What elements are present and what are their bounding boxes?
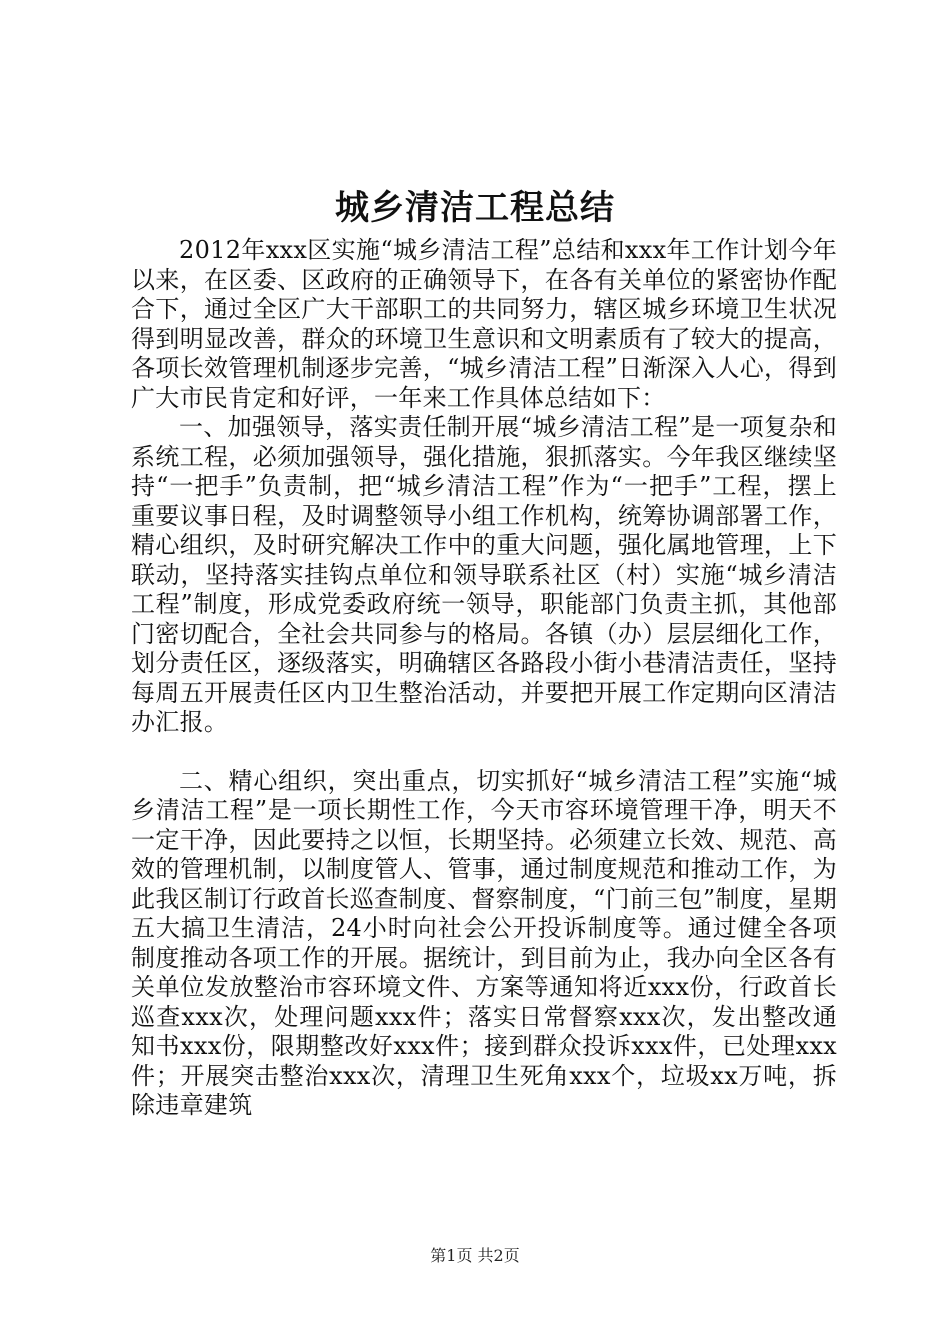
paragraph-section-one: 一、加强领导，落实责任制开展“城乡清洁工程”是一项复杂和系统工程，必须加强领导，强化措施，狠抓落实。今年我区继续坚持“一把手”负责制，把“城乡清洁工程”作为“一把手”工程，摆上重要议事日程，及时调整领导小组工作机构，统筹协调部署工作，精心组织，及时研究解决工作中的重大问题，强化属地管理，上下联动，坚持落实挂钩点单位和领导联系社区（村）实施“城乡清洁工程”制度，形成党委政府统一领导，职能部门负责主抓，其他部门密切配合，全社会共同参与的格局。各镇（办）层层细化工作，划分责任区，逐级落实，明确辖区各路段小街小巷清洁责任，坚持每周五开展责任区内卫生整治活动，并要把开展工作定期向区清洁办汇报。 xyxy=(131,413,837,736)
paragraph-section-two: 二、精心组织，突出重点，切实抓好“城乡清洁工程”实施“城乡清洁工程”是一项长期性工作，今天市容环境管理干净，明天不一定干净，因此要持之以恒，长期坚持。必须建立长效、规范、高效的管理机制，以制度管人、管事，通过制度规范和推动工作，为此我区制订行政首长巡查制度、督察制度，“门前三包”制度，星期五大搞卫生清洁，24小时向社会公开投诉制度等。通过健全各项制度推动各项工作的开展。据统计，到目前为止，我办向全区各有关单位发放整治市容环境文件、方案等通知将近xxx份，行政首长巡查xxx次，处理问题xxx件；落实日常督察xxx次，发出整改通知书xxx份，限期整改好xxx件；接到群众投诉xxx件，已处理xxx件；开展突击整治xxx次，清理卫生死角xxx个，垃圾xx万吨，拆除违章建筑 xyxy=(131,766,837,1119)
page-number-footer: 第1页 共2页 xyxy=(430,1246,520,1265)
document-body xyxy=(131,236,837,1121)
document-title: 城乡清洁工程总结 xyxy=(335,188,615,228)
paragraph-intro: 2012年xxx区实施“城乡清洁工程”总结和xxx年工作计划今年以来，在区委、区政府的正确领导下，在各有关单位的紧密协作配合下，通过全区广大干部职工的共同努力，辖区城乡环境卫生状况得到明显改善，群众的环境卫生意识和文明素质有了较大的提高，各项长效管理机制逐步完善，“城乡清洁工程”日渐深入人心，得到广大市民肯定和好评，一年来工作具体总结如下： xyxy=(131,236,837,412)
